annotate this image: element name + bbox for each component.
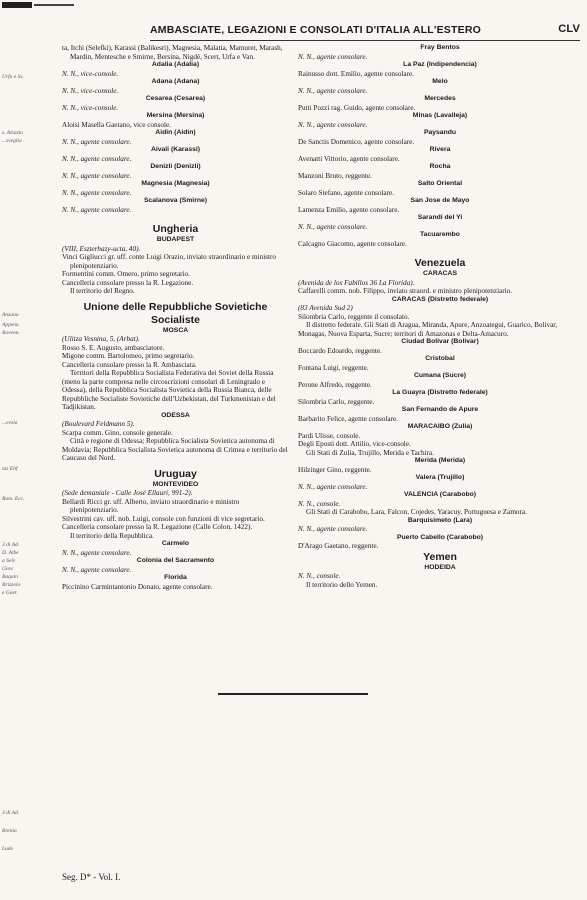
jurisdiction: Il territorio della Repubblica. bbox=[70, 531, 154, 540]
consulate-name: Cumana (Sucre) bbox=[413, 372, 467, 379]
header-rule bbox=[150, 40, 580, 41]
staff-entry: Vinci Gigliucci gr. uff. conte Luigi Orazio, inviato straordinario e ministro plenipotenziario. bbox=[62, 253, 277, 270]
consulate-name: Sarandi del Yi bbox=[417, 214, 463, 221]
right-column bbox=[298, 44, 582, 589]
staff-entry: N. N., vice-console. bbox=[62, 103, 119, 112]
consulate-name: Minas (Lavalleja) bbox=[412, 112, 468, 119]
consulate-name: Tacuarembo bbox=[420, 231, 460, 238]
consulate-name: Adana (Adana) bbox=[151, 78, 200, 85]
margin-note: Ram. Ecc. bbox=[2, 496, 25, 502]
address: (Avenida de los Fabillos 36 La Florida). bbox=[298, 278, 415, 287]
consulate-name: Rivera bbox=[429, 146, 451, 153]
consulate-name: Ciudad Bolivar (Bolivar) bbox=[401, 338, 479, 345]
jurisdiction: Gli Stati di Carabobo, Lara, Falcon, Cojedes, Yaracuy, Portuguesa e Zamora. bbox=[306, 508, 527, 516]
page-number: CLV bbox=[558, 23, 580, 35]
consulate-name: Cesarea (Cesarea) bbox=[145, 95, 206, 102]
staff-entry: Putti Pozzi rag. Guido, agente consolare. bbox=[298, 103, 416, 112]
staff-entry: N. N., agente consolare. bbox=[298, 52, 368, 61]
consulate-name: Puerto Cabello (Carabobo) bbox=[396, 533, 484, 541]
staff-entry: N. N., agente consolare. bbox=[298, 222, 368, 231]
margin-note: 3 di Ad. bbox=[2, 810, 20, 816]
consulate-name: Aivali (Karassi) bbox=[150, 146, 201, 153]
jurisdiction: Città e regione di Odessa; Repubblica Socialista Sovietica autonoma di Moldavia; Repubblica Socialista Sovietica autonoma di Crimea e territorio del Caucaso del Nord. bbox=[62, 437, 288, 462]
capital-name: MOSCA bbox=[162, 326, 189, 334]
staff-entry: Lamenza Emilio, agente consolare. bbox=[298, 205, 400, 214]
consulate-name: Merida (Merida) bbox=[414, 457, 466, 464]
staff-entry: N. N., agente consolare. bbox=[298, 120, 368, 129]
staff-entry: N. N., agente consolare. bbox=[62, 205, 132, 214]
consulate-name: CARACAS (Distretto federale) bbox=[391, 295, 489, 303]
staff-entry: N. N., vice-console. bbox=[62, 86, 119, 95]
consulate-name: Barquisimeto (Lara) bbox=[407, 516, 473, 524]
consulate-name: Valera (Trujillo) bbox=[415, 474, 465, 481]
running-header bbox=[150, 24, 580, 38]
margin-note: Anzano bbox=[2, 312, 19, 318]
staff-entry: N. N., agente consolare. bbox=[62, 137, 132, 146]
staff-entry: Hilzinger Gino, reggente. bbox=[298, 465, 372, 474]
chancery-entry: Cancelleria consolare presso la R. Legazione. bbox=[62, 278, 194, 287]
staff-entry: Solaro Stefano, agente consolare. bbox=[298, 188, 394, 197]
staff-entry: N. N., vice-console. bbox=[62, 69, 119, 78]
chancery-entry: Cancelleria consolare presso la R. Ambasciata. bbox=[62, 360, 197, 369]
staff-entry: N. N., agente consolare. bbox=[298, 525, 368, 533]
margin-note: Appenz. bbox=[2, 322, 20, 328]
consulate-name: Carmelo bbox=[161, 540, 190, 547]
staff-entry: Fontana Luigi, reggente. bbox=[298, 363, 369, 372]
margin-note: Urfa e Ss. bbox=[2, 74, 24, 80]
staff-entry: Manzoni Bruto, reggente. bbox=[298, 171, 372, 180]
staff-entry: Degli Eposti dott. Attilio, vice-console. bbox=[298, 440, 411, 448]
staff-entry: Pardi Ulisse, console. bbox=[298, 431, 361, 440]
staff-entry: N. N., agente consolare. bbox=[62, 188, 132, 197]
margin-note: ...erola bbox=[2, 420, 18, 426]
jurisdiction: Il territorio dello Yemen. bbox=[306, 580, 378, 589]
staff-entry: N. N., agente consolare. bbox=[62, 171, 132, 180]
consulate-name: San Jose de Mayo bbox=[410, 197, 470, 204]
staff-entry: N. N., agente consolare. bbox=[298, 86, 368, 95]
margin-note: 3 di Ad. bbox=[2, 542, 20, 548]
staff-entry: Formentini comm. Omero, primo segretario. bbox=[62, 270, 190, 278]
jurisdiction: Gli Stati di Zulia, Trujillo, Merida e Tachira. bbox=[306, 448, 434, 457]
consulate-name: La Paz (Indipendencia) bbox=[403, 61, 477, 68]
staff-entry: N. N., console. bbox=[298, 499, 341, 508]
jurisdiction: Il territorio del Regno. bbox=[70, 287, 135, 295]
consulate-name: Fray Bentos bbox=[420, 44, 460, 51]
end-rule bbox=[218, 693, 368, 695]
chancery-entry: Cancelleria consolare presso la R. Legazione (Calle Colon, 1422). bbox=[62, 523, 253, 531]
consulate-name: Aidin (Aidin) bbox=[155, 129, 196, 136]
consulate-name: Cristobal bbox=[425, 355, 455, 362]
running-title: AMBASCIATE, LEGAZIONI E CONSOLATI D'ITALIA ALL'ESTERO bbox=[150, 24, 481, 36]
margin-note: Ravenn. bbox=[2, 330, 20, 336]
footer-signature: Seg. D* - Vol. I. bbox=[62, 872, 121, 882]
staff-entry: Avenatti Vittorio, agente consolare. bbox=[298, 154, 400, 163]
margin-note: e Gaet. bbox=[2, 590, 18, 596]
consulate-name: Adalia (Adalia) bbox=[151, 61, 200, 68]
capital-name: CARACAS bbox=[423, 270, 457, 277]
scan-mark bbox=[2, 2, 32, 8]
staff-entry: Calcagno Giacomo, agente consolare. bbox=[298, 239, 407, 248]
margin-note: Brizzolo bbox=[2, 582, 21, 588]
margin-note: ...sveglia bbox=[2, 138, 22, 144]
staff-entry: Rainusso dott. Emilio, agente consolare. bbox=[298, 69, 414, 78]
consulate-name: Scalanova (Smirne) bbox=[143, 197, 208, 204]
margin-note: D. Albe bbox=[2, 550, 19, 556]
staff-entry: Aloisi Masella Gaetano, vice console. bbox=[62, 120, 171, 129]
staff-entry: Migone comm. Bartolomeo, primo segretario. bbox=[62, 352, 195, 360]
consulate-name: MARACAIBO (Zulia) bbox=[407, 423, 473, 430]
margin-annotations bbox=[0, 60, 30, 860]
margin-note: Baquin bbox=[2, 574, 18, 580]
staff-entry: N. N., console. bbox=[298, 572, 341, 580]
staff-entry: Silombria Carlo, reggente il consolato. bbox=[298, 312, 410, 321]
district-list: ta, Itchi (Selefki), Karassi (Balikesri), Magnesia, Malatia, Mamuret, Marash, Mardin, Mentesche e Smirne, Bersina, Nigdè, Scert, Urfa e Van. bbox=[62, 44, 283, 61]
consulate-name: Paysandu bbox=[423, 129, 457, 136]
country-heading: Yemen bbox=[423, 550, 457, 563]
capital-name: HODEIDA bbox=[424, 563, 456, 571]
country-heading: Ungheria bbox=[152, 223, 199, 235]
consulate-name: Rocha bbox=[429, 163, 451, 170]
address: (Boulevard Feldmann 5). bbox=[62, 420, 135, 428]
consulate-name: Mercedes bbox=[424, 95, 456, 102]
consulate-name: Mersina (Mersina) bbox=[146, 112, 205, 119]
staff-entry: Scarpa comm. Gino, console generale. bbox=[62, 428, 173, 437]
staff-entry: Boccardo Edoardo, reggente. bbox=[298, 346, 382, 355]
staff-entry: De Sanctis Domenico, agente consolare. bbox=[298, 137, 415, 146]
consulate-name: VALENCIA (Carabobo) bbox=[403, 491, 477, 498]
consulate-name: Florida bbox=[164, 574, 187, 581]
consulate-name: San Fernando de Apure bbox=[401, 406, 479, 413]
staff-entry: Piccinino Carmintantonio Donato, agente consolare. bbox=[62, 582, 213, 591]
capital-name: MONTEVIDEO bbox=[152, 480, 199, 488]
consulate-name: ODESSA bbox=[161, 411, 190, 419]
staff-entry: N. N., agente consolare. bbox=[298, 482, 368, 491]
consulate-name: Magnesia (Magnesia) bbox=[141, 180, 210, 187]
country-heading: Unione delle Repubbliche Sovietiche Socialiste bbox=[83, 300, 268, 326]
staff-entry: Barbarito Felice, agente consolare. bbox=[298, 414, 398, 423]
country-heading: Venezuela bbox=[414, 257, 466, 269]
staff-entry: N. N., agente consolare. bbox=[62, 548, 132, 557]
address: (Sede demaniale - Calle José Ellauri, 991-2). bbox=[62, 489, 193, 497]
consulate-name: Salto Oriental bbox=[417, 180, 463, 187]
address: (VIII, Eszterhazy-ucta, 40). bbox=[62, 244, 141, 253]
scan-mark bbox=[34, 4, 74, 6]
margin-note: Giov. bbox=[2, 566, 14, 572]
margin-note: Ludo bbox=[2, 846, 14, 852]
staff-entry: Caffarelli comm. nob. Filippo, inviato straord. e ministro plenipotenziario. bbox=[298, 287, 513, 295]
country-heading: Uruguay bbox=[154, 467, 197, 480]
consulate-name: Denizli (Denizli) bbox=[150, 163, 201, 170]
margin-note: iaz Ehf bbox=[2, 466, 18, 472]
left-column bbox=[62, 44, 289, 591]
staff-entry: D'Arago Gaetano, reggente. bbox=[298, 542, 379, 550]
staff-entry: N. N., agente consolare. bbox=[62, 565, 132, 574]
staff-entry: Perone Alfredo, reggente. bbox=[298, 380, 372, 389]
consulate-name: La Guayra (Distretto federale) bbox=[392, 389, 488, 396]
staff-entry: Rosso S. E. Augusto, ambasciatore. bbox=[62, 343, 165, 352]
consulate-name: Melo bbox=[432, 78, 448, 85]
jurisdiction: Territori della Repubblica Socialista Federativa dei Soviet della Russia (meno la parte compresa nelle circoscrizioni consolari di Leningrado e Odessa), della Repubblica Socialista Sovietica della Russia Bianca, delle Repubbliche Socialiste Sovietiche dell'Uzbekistan, del Turkmenistan e del Tadjikistan. bbox=[62, 369, 276, 411]
margin-note: s. Alsazio bbox=[2, 130, 23, 136]
margin-note: Brenta bbox=[2, 828, 17, 834]
staff-entry: N. N., agente consolare. bbox=[62, 154, 132, 163]
jurisdiction: Il distretto federale. Gli Stati di Aragua, Miranda, Apure, Anzoategui, Guarico, Bolivar, Monagas, Nuova Esparta, Sucre; territori di Amazonas e Delta-Amacuro. bbox=[298, 321, 558, 338]
staff-entry: Silombria Carlo, reggente. bbox=[298, 397, 375, 406]
staff-entry: Bellardi Ricci gr. uff. Alberto, inviato straordinario e ministro plenipotenziario. bbox=[62, 497, 240, 514]
address: (83 Avenida Sud 2) bbox=[298, 304, 353, 312]
consulate-name: Colonia del Sacramento bbox=[136, 557, 215, 564]
staff-entry: Silvestrini cav. uff. nob. Luigi, console con funzioni di vice segretario. bbox=[62, 514, 265, 523]
capital-name: BUDAPEST bbox=[156, 236, 195, 243]
address: (Ulitza Vesnina, 5, (Arbat). bbox=[62, 335, 140, 343]
margin-note: a Selv bbox=[2, 558, 16, 564]
